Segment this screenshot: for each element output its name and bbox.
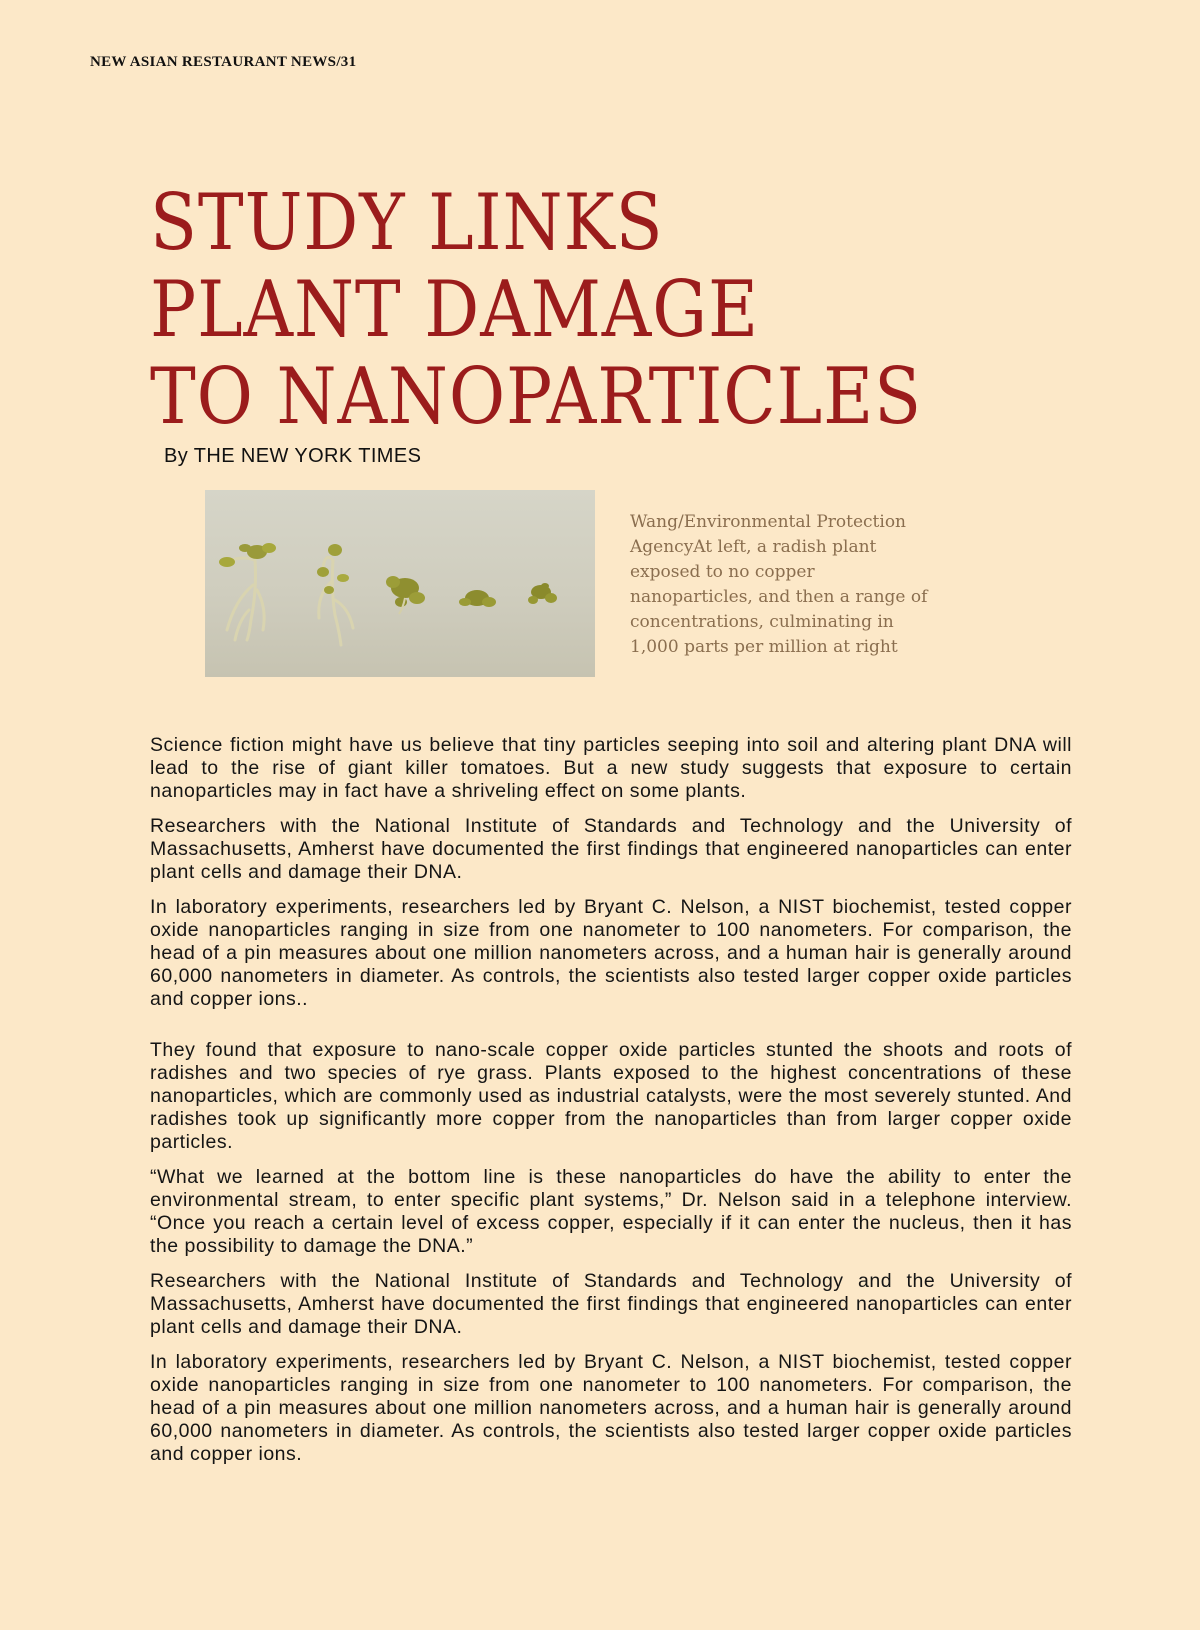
paragraph-2: Researchers with the National Institute of Standards and Technology and the University of Massachusetts, Amherst have documented the first findings that engineered nanoparticles can enter plant cells and damage their DNA. [150,815,1072,883]
headline-line-1: STUDY LINKS [150,178,664,268]
radish-plants-photo [205,490,595,677]
headline [150,180,922,441]
paragraph-7: In laboratory experiments, researchers led by Bryant C. Nelson, a NIST biochemist, tested copper oxide nanoparticles ranging in size from one nanometer to 100 nanometers. For comparison, the head of a pin measures about one million nanometers across, and a human hair is generally around 60,000 nanometers in diameter. As controls, the scientists also tested larger copper oxide particles and copper ions. [150,1351,1072,1465]
article-body [150,734,1072,1478]
paragraph-6: Researchers with the National Institute of Standards and Technology and the University of Massachusetts, Amherst have documented the first findings that engineered nanoparticles can enter plant cells and damage their DNA. [150,1270,1072,1338]
running-head: NEW ASIAN RESTAURANT NEWS/31 [90,54,357,70]
radish-plants-illustration [205,490,595,677]
paragraph-3: In laboratory experiments, researchers led by Bryant C. Nelson, a NIST biochemist, tested copper oxide nanoparticles ranging in size from one nanometer to 100 nanometers. For comparison, the head of a pin measures about one million nanometers across, and a human hair is generally around 60,000 nanometers in diameter. As controls, the scientists also tested larger copper oxide particles and copper ions.. [150,896,1072,1010]
paragraph-1: Science fiction might have us believe that tiny particles seeping into soil and altering plant DNA will lead to the rise of giant killer tomatoes. But a new study suggests that exposure to certain nanoparticles may in fact have a shriveling effect on some plants. [150,734,1072,802]
paragraph-4: They found that exposure to nano-scale copper oxide particles stunted the shoots and roots of radishes and two species of rye grass. Plants exposed to the highest concentrations of these nanoparticles, which are commonly used as industrial catalysts, were the most severely stunted. And radishes took up significantly more copper from the nanoparticles than from larger copper oxide particles. [150,1039,1072,1153]
headline-line-3: TO NANOPARTICLES [150,352,922,442]
paragraph-5: “What we learned at the bottom line is these nanoparticles do have the ability to enter the environmental stream, to enter specific plant systems,” Dr. Nelson said in a telephone interview. “Once you reach a certain level of excess copper, especially if it can enter the nucleus, then it has the possibility to damage the DNA.” [150,1166,1072,1257]
radish-plant-1 [227,558,264,640]
headline-line-2: PLANT DAMAGE [150,265,759,355]
photo-caption: Wang/Environmental Protection AgencyAt left, a radish plant exposed to no copper nanoparticles, and then a range of concentrations, culminating in 1,000 parts per million at right [630,512,928,657]
byline: By THE NEW YORK TIMES [164,445,422,467]
